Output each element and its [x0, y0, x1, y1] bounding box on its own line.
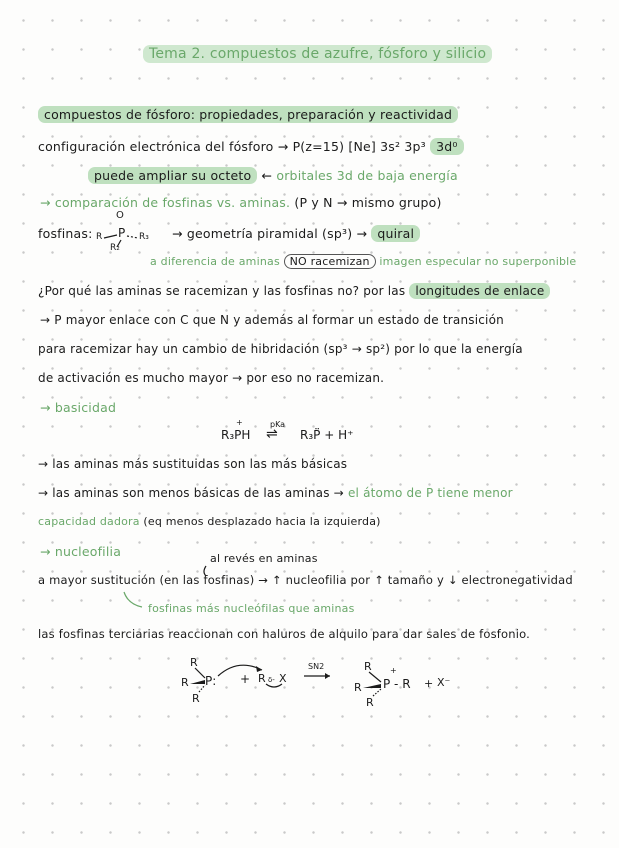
comparison-arrow: → [40, 195, 51, 210]
basicity-right: R₃P̈ + H⁺ [300, 428, 354, 442]
explanation-line-2: para racemizar hay un cambio de hibridación (sp³ → sp²) por lo que la energía [38, 342, 523, 356]
basicity-heading: → basicidad [40, 400, 117, 415]
rxn-delta: δ- [268, 676, 275, 684]
chiral-text: quiral [371, 225, 420, 242]
rxn-hash-bottom-2 [373, 689, 381, 696]
rxn-p-plus: + [390, 666, 397, 675]
nucleophilicity-note: fosfinas más nucleófilas que aminas [148, 602, 355, 615]
nucleophilicity-line-2: las fosfinas terciarias reaccionan con haluros de alquilo para dar sales de fosfonio. [38, 627, 531, 641]
rxn-p-left: P: [205, 674, 217, 688]
basicity-line-2a: → las aminas son menos básicas de las aminas → [38, 486, 344, 500]
chiral-arrow: → [356, 226, 368, 241]
config-formula: P(z=15) [Ne] 3s² 3p³ [292, 139, 426, 154]
phosphine-p: P [118, 226, 126, 240]
config-arrow: → [277, 139, 289, 154]
basicity-line-1: → las aminas más sustituidas son las más básicas [38, 457, 348, 471]
comparison-note: (P y N → mismo grupo) [294, 195, 442, 210]
config-label: configuración electrónica del fósforo [38, 139, 274, 154]
basicity-plus: + [236, 418, 243, 427]
phosphine-r2: R₂ [110, 243, 120, 253]
rxn-x: X [279, 672, 287, 685]
rxn-bond-top-2 [369, 672, 381, 682]
rxn-main-arrow-head [325, 673, 330, 679]
rxn-curly-arrow-2 [266, 684, 282, 687]
rxn-plus-2: + [424, 677, 434, 690]
rxn-r-top-2: R [364, 660, 372, 673]
basicity-left: R₃PH [221, 428, 251, 442]
rxn-rx-r: R [258, 672, 266, 685]
nucleophilicity-aside: al revés en aminas [210, 552, 318, 565]
phosphine-r3: R₃ [139, 232, 149, 242]
config-orbital: 3d⁰ [430, 138, 464, 155]
basicity-pka: pKa [270, 420, 286, 429]
rxn-r-bottom: R [192, 692, 200, 705]
rxn-x-minus: X⁻ [437, 676, 451, 689]
nucleophilicity-heading: → nucleofilia [40, 544, 122, 559]
racemize-prefix: a diferencia de aminas [150, 255, 280, 268]
nucleophilicity-line-1: a mayor sustitución (en las fosfinas) → ↑ nucleofilia por ↑ tamaño y ↓ electronegatividad [38, 573, 573, 587]
basicity-line-3b: (eq menos desplazado hacia la izquierda) [143, 515, 381, 528]
phosphine-r1: R [96, 232, 103, 242]
rxn-r-left: R [181, 676, 189, 689]
geometry-text: geometría piramidal (sp³) [186, 226, 353, 241]
geometry-arrow: → [172, 226, 183, 241]
page-title: Tema 2. compuestos de azufre, fósforo y silicio [143, 46, 492, 62]
rxn-wedge-left [190, 680, 205, 684]
octet-note: orbitales 3d de baja energía [276, 168, 458, 183]
question-highlight: longitudes de enlace [409, 283, 550, 299]
basicity-line-2b: el átomo de P tiene menor [347, 486, 513, 500]
explanation-line-3: de activación es mucho mayor → por eso no racemizan. [38, 371, 385, 385]
rxn-plus: + [240, 672, 251, 686]
racemize-circled: NO racemizan [284, 254, 376, 269]
rxn-wedge-left-2 [363, 684, 381, 688]
octet-arrow: ← [261, 168, 273, 183]
rxn-r-bottom-2: R [366, 696, 374, 709]
rxn-bond-top [195, 668, 205, 678]
question-text: ¿Por qué las aminas se racemizan y las fosfinas no? por las [38, 284, 406, 298]
phosphine-o: O [116, 210, 124, 221]
rxn-curly-arrow-1 [218, 665, 262, 676]
explanation-line-1: → P mayor enlace con C que N y además al formar un estado de transición [40, 313, 504, 327]
comparison-text: comparación de fosfinas vs. aminas. [54, 195, 291, 210]
rxn-sn2: SN2 [308, 662, 325, 671]
basicity-eq: ⇌ [266, 426, 278, 442]
section-heading: compuestos de fósforo: propiedades, preparación y reactividad [38, 107, 458, 122]
octet-text: puede ampliar su octeto [88, 167, 257, 184]
rxn-r-left-2: R [354, 681, 362, 694]
rxn-hash-bottom [199, 685, 205, 692]
phosphines-label: fosfinas: [38, 226, 93, 241]
basicity-line-3a: capacidad dadora [38, 515, 140, 528]
rxn-p-right: P - R [383, 677, 411, 691]
rxn-r-top: R [190, 656, 198, 669]
racemize-suffix: imagen especular no superponible [379, 255, 577, 268]
